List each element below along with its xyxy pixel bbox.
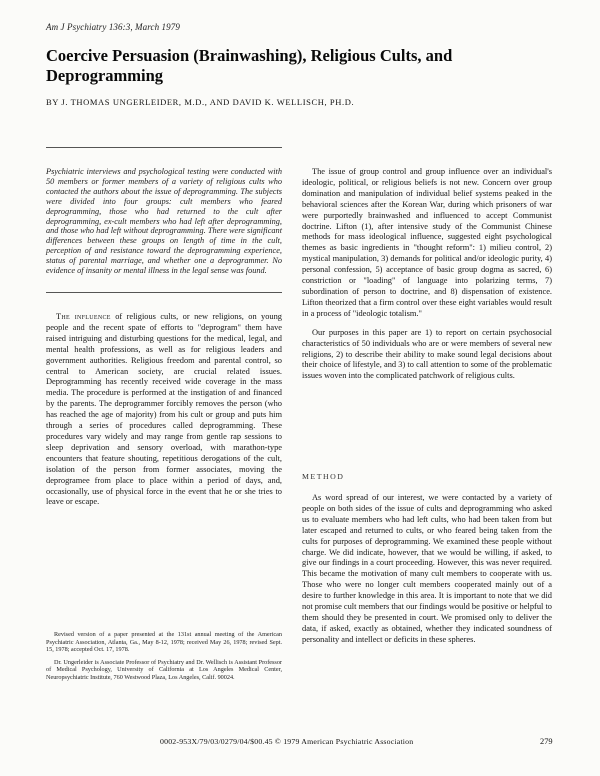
footnote-presentation: Revised version of a paper presented at the 131st annual meeting of the American Psychiatric Association, Atlanta, Ga., May 8-12, 1978; received May 26, 1978; revised Sept. 15, 1978; accepted Oct. 17, 1978. bbox=[46, 631, 282, 654]
article-title: Coercive Persuasion (Brainwashing), Religious Cults, and Deprogramming bbox=[46, 46, 453, 85]
intro-paragraph-1 bbox=[46, 312, 282, 508]
intro-lead-in: The influence bbox=[56, 312, 111, 321]
abstract-top-rule bbox=[46, 147, 282, 148]
method-heading: METHOD bbox=[302, 472, 345, 481]
journal-header: Am J Psychiatry 136:3, March 1979 bbox=[46, 22, 180, 32]
footnotes bbox=[46, 631, 282, 682]
abstract-bottom-rule bbox=[46, 292, 282, 293]
intro-paragraph-3: Our purposes in this paper are 1) to report on certain psychosocial characteristics of 50 individuals who are or were members of several new religions, 2) to describe their ability to make sound legal decisions about their choice of lifestyle, and 3) to call attention to some of the problematic issues woven into the complicated patchwork of religious cults. bbox=[302, 327, 552, 381]
left-column bbox=[46, 312, 282, 508]
method-section bbox=[302, 493, 552, 646]
copyright-line: 0002-953X/79/03/0279/04/$00.45 © 1979 American Psychiatric Association bbox=[160, 737, 414, 746]
abstract: Psychiatric interviews and psychological testing were conducted with 50 members or former members of a variety of religious cults who contacted the authors about the issue of deprogramming. The subjects were divided into four groups: cult members who feared deprogramming, those who had returned to the cult after deprogramming, ex-cult members who had left after deprogramming, and those who had left without deprogramming. There were significant differences between these groups on length of time in the cult, perception of and resistance toward the deprogramming experience, status of parental marriage, and whether one a deprogrammer. No evidence of insanity or mental illness in the legal sense was found. bbox=[46, 167, 282, 276]
method-paragraph: As word spread of our interest, we were contacted by a variety of people on both sides of the issue of cults and deprogramming who asked us to evaluate members who had left cults, who had been taken from but later escaped and returned to cults, or who feared being taken from the cults for purposes of deprogramming. We examined these people without charge. We did indicate, however, that we would be willing, if asked, to give our findings in a court proceeding. However, this was never required. This became the motivation of many cult members to cooperate with us. Those who were no longer cult members cooperated mainly out of a desire to further knowledge in this area. It is important to note that we did not promise cult members that our findings would be positive or helpful to them should they be presented in court. We promised only to deliver the data, if asked, exactly as obtained, whether they indicated soundness of personality and intellect or deficits in these spheres. bbox=[302, 493, 552, 644]
article-authors: BY J. THOMAS UNGERLEIDER, M.D., AND DAVID K. WELLISCH, PH.D. bbox=[46, 97, 355, 107]
intro-paragraph-2: The issue of group control and group influence over an individual's ideologic, political, or religious beliefs is not new. Concern over group domination and manipulation of individual belief systems peaked in the behavioral sciences after the Korean War, during which prisoners of war were purportedly brainwashed and influenced to accept Communist doctrine. Lifton (1), after intensive study of the Communist Chinese methods for mass ideological influence, suggested eight psychological themes as basic ingredients in "thought reform": 1) milieu control, 2) mystical manipulation, 3) demands for political and/or ideologic purity, 4) personal confession, 5) acceptance of basic group dogma as sacred, 6) constriction or "loading" of language into polarizing terms, 7) subordination of person to doctrine, and 8) dispensation of existence. Lifton theorized that a firm control over these eight variables would result in a process of "ideologic totalism." bbox=[302, 167, 552, 318]
intro-paragraph-1-text: of religious cults, or new religions, on young people and the recent spate of efforts to "deprogram" them have raised intriguing and disturbing questions for the medical, legal, and mental health professions, as well as for religious leaders and government authorities. Religious freedom and parental control, so central to American society, are crucial related issues. Deprogramming has recently received wide coverage in the mass media. The procedure is performed at the instigation of and financed by the parents. The deprogrammer forcibly removes the person (who has reached the age of majority) from his cult or group and puts him through a series of procedures called deprogramming. These procedures vary widely and may range from gentle rap sessions to sleep deprivation and sensory overload, with marathon-type encounters that feature shouting, repetitious derogations of the cult, isolation of the person from former associates, moving the deprogramee from place to place within a period of days, and, occasionally, use of physical force in the event that he or she tries to leave or escape. bbox=[46, 312, 282, 507]
page-number: 279 bbox=[540, 737, 553, 746]
footnote-affiliation: Dr. Ungerleider is Associate Professor of Psychiatry and Dr. Wellisch is Assistant Professor of Medical Psychology, University of California at Los Angeles Medical Center, Neuropsychiatric Institute, 760 Westwood Plaza, Los Angeles, Calif. 90024. bbox=[46, 658, 282, 681]
right-column-top bbox=[302, 167, 552, 382]
